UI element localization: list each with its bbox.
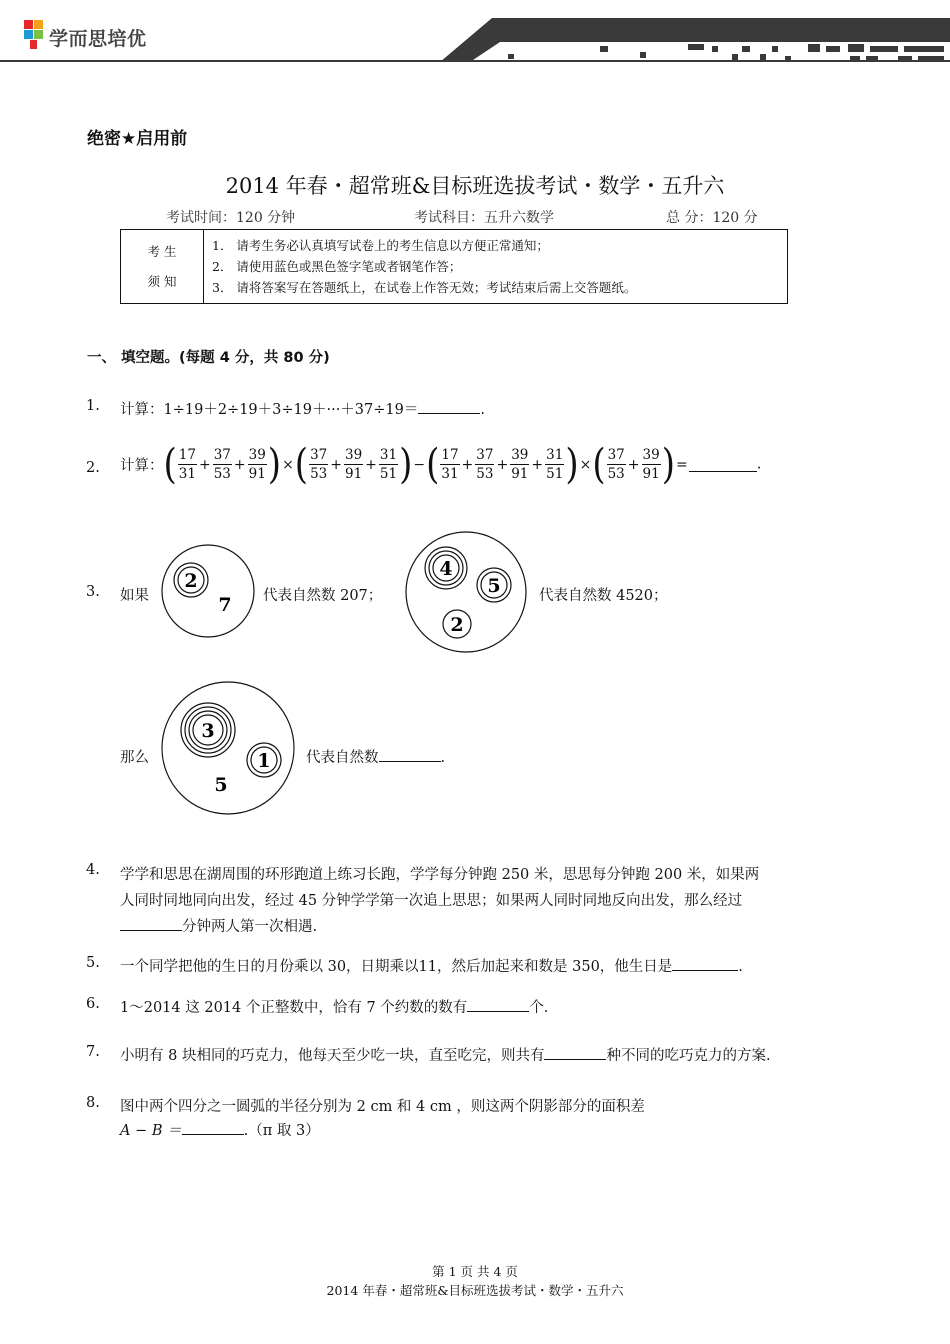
answer-blank [672, 956, 738, 971]
question-4-line-2: 人同时同地同向出发，经过 45 分钟学学第一次追上思思；如果两人同时同地反向出发，那么经过 [120, 893, 743, 909]
exam-time: 考试时间：120 分钟 [166, 210, 296, 226]
answer-blank [544, 1045, 606, 1060]
circle-digit: 7 [218, 594, 232, 616]
question-6-text: 1～2014 这 2014 个正整数中，恰有 7 个约数的数有 [120, 1000, 468, 1016]
question-number: 2. [86, 460, 100, 476]
circle-digit: 2 [184, 570, 198, 592]
question-6 [120, 996, 548, 1017]
question-2-end: . [756, 456, 762, 473]
question-7-text: 小明有 8 块相同的巧克力，他每天至少吃一块，直至吃完，则共有 [120, 1048, 545, 1064]
question-3-if: 如果 [120, 588, 149, 604]
notice-box [120, 229, 788, 304]
fraction: $\frac{39}{91}$ [642, 447, 660, 482]
question-5-text: 一个同学把他的生日的月份乘以 30，日期乘以11，然后加起来和数是 350，他生日是 [120, 959, 673, 975]
fraction: $\frac{37}{53}$ [310, 447, 328, 482]
circle-digit: 5 [487, 575, 501, 597]
question-1 [120, 398, 485, 419]
figure-3-caption [306, 746, 445, 767]
answer-blank [689, 457, 757, 472]
brand-name: 学而思培优 [49, 28, 147, 50]
question-number: 1. [86, 398, 100, 414]
fraction: $\frac{39}{91}$ [511, 447, 529, 482]
footer-page: 第 1 页 共 4 页 [432, 1264, 518, 1279]
question-1-text: 计算：1÷19＋2÷19＋3÷19＋···＋37÷19＝ [120, 402, 419, 418]
fraction: $\frac{31}{51}$ [546, 447, 564, 482]
notice-label-cell [121, 230, 204, 304]
answer-blank [120, 916, 182, 931]
question-number: 4. [86, 862, 100, 878]
fraction: $\frac{17}{31}$ [178, 447, 196, 482]
figure-3-caption-text: 代表自然数 [306, 750, 379, 766]
figure-circle-3 [160, 680, 296, 816]
circle-digit: 3 [201, 720, 215, 742]
notice-label-1: 考 生 [147, 243, 177, 259]
fraction: $\frac{37}{53}$ [607, 447, 625, 482]
question-6-end: 个. [529, 1000, 549, 1016]
question-number: 7. [86, 1044, 100, 1060]
footer-title: 2014 年春・超常班&目标班选拔考试・数学・五升六 [326, 1283, 624, 1298]
question-8-expr: A − B ＝ [120, 1123, 182, 1139]
question-4-line-1: 学学和思思在湖周围的环形跑道上练习长跑，学学每分钟跑 250 米，思思每分钟跑 200 米，如果两 [120, 867, 760, 883]
figure-2-caption: 代表自然数 4520； [539, 588, 668, 604]
question-5-end: . [738, 959, 743, 975]
question-3-then: 那么 [120, 750, 149, 766]
notice-item: 3． 请将答案写在答题纸上，在试卷上作答无效；考试结束后需上交答题纸。 [212, 280, 637, 295]
exam-score: 总 分：120 分 [666, 210, 758, 226]
question-8-end: .（π 取 3） [243, 1123, 320, 1139]
question-number: 6. [86, 996, 100, 1012]
circle-digit: 5 [214, 774, 228, 796]
question-4-line-3: 分钟两人第一次相遇. [182, 919, 318, 935]
question-number: 8. [86, 1095, 100, 1111]
figure-circle-2 [404, 530, 528, 654]
question-8 [120, 1095, 645, 1143]
question-4 [120, 862, 759, 940]
logo-mark-icon [22, 18, 48, 52]
fraction: $\frac{37}{53}$ [213, 447, 231, 482]
question-2-label: 计算： [120, 458, 164, 474]
answer-blank [467, 997, 529, 1012]
question-8-line-1: 图中两个四分之一圆弧的半径分别为 2 cm 和 4 cm ，则这两个阴影部分的面积差 [120, 1099, 645, 1115]
question-number: 3. [86, 584, 100, 600]
figure-3-end: . [440, 750, 446, 766]
answer-blank [418, 399, 480, 414]
exam-subject: 考试科目：五升六数学 [414, 210, 554, 226]
figure-1-caption: 代表自然数 207； [263, 588, 383, 604]
answer-blank [182, 1120, 244, 1135]
circle-digit: 1 [257, 750, 271, 772]
question-1-end: . [480, 402, 485, 418]
question-2: 计算：( $\frac{17}{31}$ + $\frac{37}{53}$ + $\frac{39}{91}$ )×( $\frac{37}{53}$ + $\frac{39}{91}$ + $\frac{31}{51}$ )−( $\frac{17}{31}$ + $\frac{37}{53}$ + $\frac{39}{91}$ + $\frac{31}{51}$ )×( $\frac{37}{53}$ + $\frac{39}{91}$ )= . [120, 440, 762, 489]
notice-item: 2． 请使用蓝色或黑色签字笔或者钢笔作答； [212, 259, 462, 274]
notice-label-2: 须 知 [147, 273, 177, 289]
fraction: $\frac{31}{51}$ [379, 447, 398, 482]
question-number: 5. [86, 955, 100, 971]
fraction: $\frac{39}{91}$ [344, 447, 363, 482]
question-7-end: 种不同的吃巧克力的方案. [606, 1048, 771, 1064]
question-5 [120, 955, 743, 976]
fraction: $\frac{39}{91}$ [248, 447, 266, 482]
exam-title: 2014 年春・超常班&目标班选拔考试・数学・五升六 [225, 174, 725, 198]
secret-label: 绝密★启用前 [87, 129, 188, 149]
notice-items-cell [204, 230, 788, 304]
notice-item: 1． 请考生务必认真填写试卷上的考生信息以方便正常通知； [212, 238, 549, 253]
answer-blank [379, 747, 441, 762]
question-7 [120, 1044, 771, 1065]
fraction: $\frac{17}{31}$ [441, 447, 459, 482]
section-title: 一、 填空题。(每题 4 分，共 80 分) [87, 350, 330, 366]
circle-digit: 4 [439, 558, 453, 580]
fraction: $\frac{37}{53}$ [476, 447, 494, 482]
figure-circle-1 [160, 543, 260, 643]
brand-logo [22, 18, 162, 52]
circle-digit: 2 [450, 614, 464, 636]
